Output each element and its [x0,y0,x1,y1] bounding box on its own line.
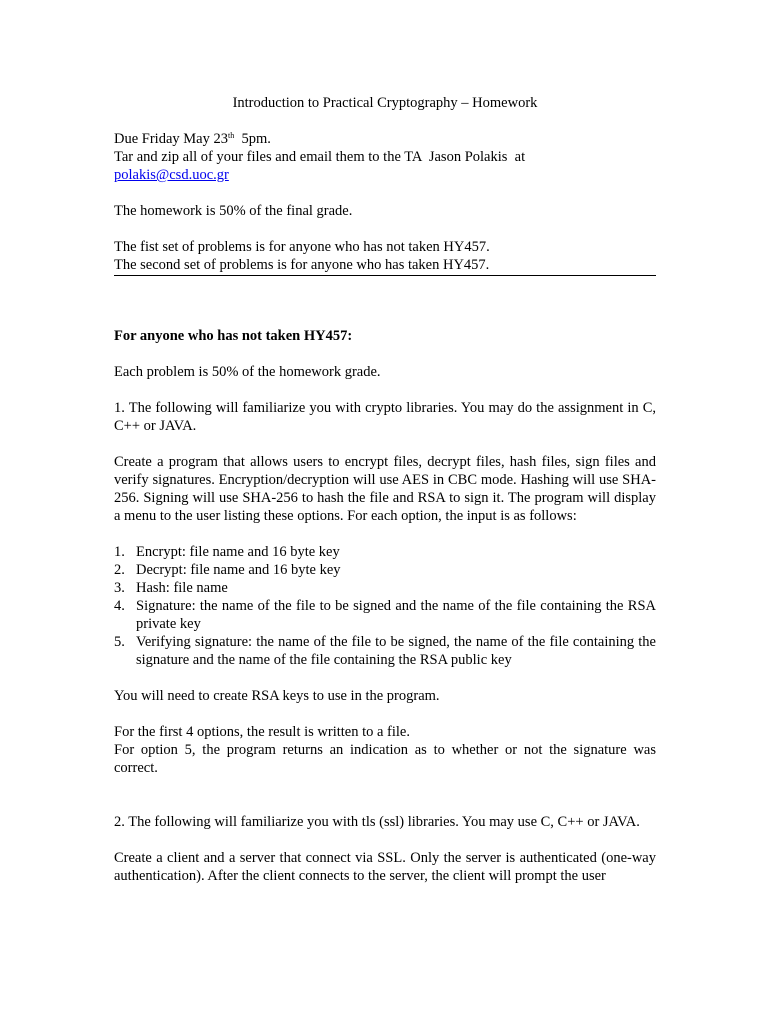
spacer [114,525,656,543]
audience-first: The fist set of problems is for anyone who has not taken HY457. [114,239,490,255]
spacer [114,831,656,849]
grade-note: The homework is 50% of the final grade. [114,203,353,219]
spacer [114,294,656,312]
problem1-intro: 1. The following will familiarize you with crypto libraries. You may do the assignment in C, C++ or JAVA. [114,400,656,434]
spacer [114,112,656,130]
list-item [114,561,656,579]
problem1-description: Create a program that allows users to encrypt files, decrypt files, hash files, sign files and verify signatures. Encryption/decryption will use AES in CBC mode. Hashing will use SHA-256. Signing will use SHA-256 to hash the file and RSA to sign it. The program will display a menu to the user listing these options. For each option, the input is as follows: [114,454,656,524]
ta-email-link[interactable]: polakis@csd.uoc.gr [114,167,229,183]
email-line [114,166,656,184]
list-item [114,597,656,633]
list-item-text: Signature: the name of the file to be signed and the name of the file containing the RSA private key [136,598,656,632]
spacer [114,276,656,294]
problem2-intro: 2. The following will familiarize you with tls (ssl) libraries. You may use C, C++ or JAVA. [114,814,640,830]
list-item-number: 3. [114,580,125,596]
list-item [114,579,656,597]
list-item-number: 2. [114,562,125,578]
spacer [114,220,656,238]
list-item-text: Encrypt: file name and 16 byte key [136,544,340,560]
spacer [114,345,656,363]
keys-note: You will need to create RSA keys to use in the program. [114,688,440,704]
spacer [114,381,656,399]
problem-weight: Each problem is 50% of the homework grade. [114,364,381,380]
audience-second: The second set of problems is for anyone who has taken HY457. [114,256,656,276]
section-heading: For anyone who has not taken HY457: [114,328,353,344]
list-item-number: 5. [114,634,125,650]
list-item-text: Hash: file name [136,580,228,596]
list-item [114,633,656,669]
due-date [114,130,656,148]
spacer [114,777,656,795]
spacer [114,312,656,327]
due-date-suffix: th [227,131,235,140]
spacer [114,435,656,453]
document-page [114,94,656,885]
spacer [114,795,656,813]
list-item-text: Decrypt: file name and 16 byte key [136,562,341,578]
options-list [114,543,656,669]
list-item-text: Verifying signature: the name of the file to be signed, the name of the file containing the signature and the name of the file containing the RSA public key [136,634,656,668]
due-time: 5pm. [234,131,271,147]
document-title: Introduction to Practical Cryptography – Homework [232,95,538,111]
list-item-number: 1. [114,544,125,560]
list-item-number: 4. [114,598,125,614]
spacer [114,705,656,723]
spacer [114,184,656,202]
submission-instructions: Tar and zip all of your files and email them to the TA Jason Polakis at [114,149,526,165]
problem2-description: Create a client and a server that connect via SSL. Only the server is authenticated (one-way authentication). After the client connects to the server, the client will prompt the user [114,850,656,884]
spacer [114,669,656,687]
option5-note: For option 5, the program returns an indication as to whether or not the signature was correct. [114,742,656,776]
result-note: For the first 4 options, the result is written to a file. [114,724,410,740]
due-date-text: Due Friday May 23 [114,131,228,147]
list-item [114,543,656,561]
